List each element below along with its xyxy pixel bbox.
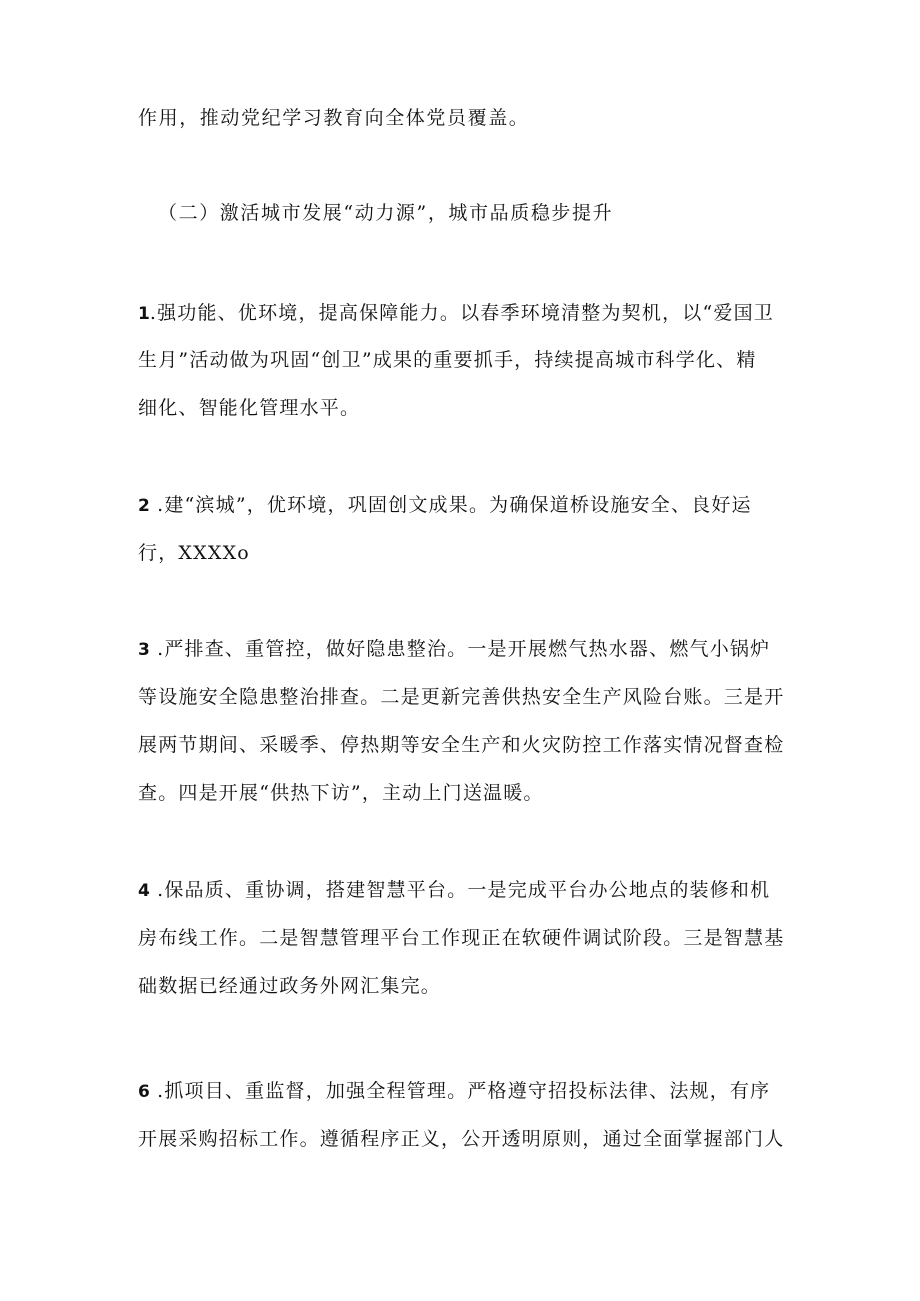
item-1-line-2: 生月”活动做为巩固“创卫”成果的重要抓手，持续提高城市科学化、精 (138, 349, 757, 371)
item-4-line-2: 房布线工作。二是智慧管理平台工作现正在软硬件调试阶段。三是智慧基 (138, 927, 785, 949)
item-4-line-3: 础数据已经通过政务外网汇集完。 (138, 975, 442, 997)
item-3-line-2: 等设施安全隐患整治排查。二是更新完善供热安全生产风险台账。三是开 (138, 686, 785, 708)
item-text: .建“滨城”，优环境，巩固创文成果。为确保道桥设施安全、良好运 (149, 494, 752, 516)
item-3-line-3: 展两节期间、采暖季、停热期等安全生产和火灾防控工作落实情况督查检 (138, 734, 785, 756)
item-text: .抓项目、重监督，加强全程管理。严格遵守招投标法律、法规，有序 (149, 1080, 771, 1102)
item-3-line-4: 查。四是开展“供热下访”，主动上门送温暖。 (138, 782, 544, 804)
item-number: 6 (138, 1082, 150, 1102)
item-number: 2 (138, 496, 150, 516)
item-6-line-2: 开展采购招标工作。遵循程序正义，公开透明原则，通过全面掌握部门人 (138, 1128, 785, 1150)
item-2-line-2: 行，XXXXo (138, 542, 250, 564)
item-number: 1 (138, 304, 150, 324)
item-number: 4 (138, 881, 150, 901)
section-heading: （二）激活城市发展“动力源”，城市品质稳步提升 (158, 202, 614, 224)
item-1-line-3: 细化、智能化管理水平。 (138, 397, 361, 419)
item-text: .严排查、重管控，做好隐患整治。一是开展燃气热水器、燃气小锅炉 (149, 638, 771, 660)
intro-line: 作用，推动党纪学习教育向全体党员覆盖。 (138, 107, 530, 129)
item-text: .保品质、重协调，搭建智慧平台。一是完成平台办公地点的装修和机 (149, 879, 771, 901)
item-text: .强功能、优环境，提高保障能力。以春季环境清整为契机，以“爱国卫 (149, 302, 774, 324)
item-number: 3 (138, 640, 150, 660)
item-6-line-1 (138, 1079, 798, 1104)
